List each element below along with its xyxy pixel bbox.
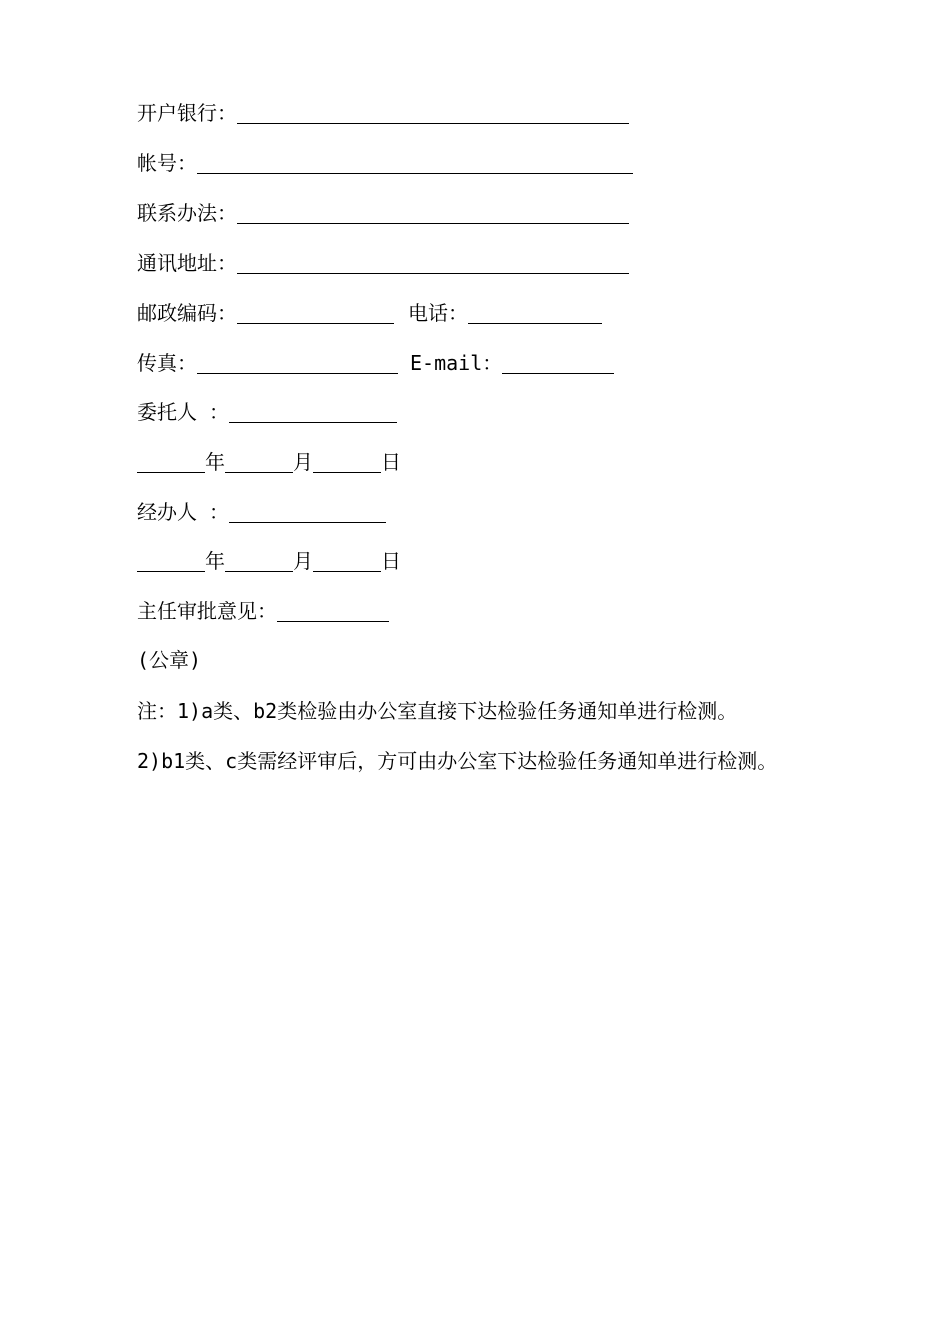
fax-email-row bbox=[137, 348, 614, 378]
handler-row bbox=[137, 497, 386, 527]
client-field[interactable] bbox=[229, 400, 397, 423]
address-field[interactable] bbox=[237, 251, 629, 274]
director-label: 主任审批意见： bbox=[137, 599, 277, 623]
year-label: 年 bbox=[205, 549, 225, 573]
address-label: 通讯地址： bbox=[137, 251, 237, 275]
month-label: 月 bbox=[293, 549, 313, 573]
phone-label: 电话： bbox=[408, 301, 468, 325]
handler-field[interactable] bbox=[229, 500, 386, 523]
account-label: 帐号： bbox=[137, 151, 197, 175]
account-field[interactable] bbox=[197, 151, 633, 174]
note-1: 注：1)a类、b2类检验由办公室直接下达检验任务通知单进行检测。 bbox=[137, 699, 738, 723]
year-field[interactable] bbox=[137, 549, 205, 572]
email-label: E-mail： bbox=[410, 351, 503, 375]
contact-row bbox=[137, 198, 629, 228]
postcode-phone-row bbox=[137, 298, 602, 328]
bank-label: 开户银行： bbox=[137, 101, 237, 125]
day-label: 日 bbox=[381, 450, 401, 474]
handler-label: 经办人 ： bbox=[137, 500, 230, 524]
email-field[interactable] bbox=[502, 351, 614, 374]
account-row bbox=[137, 148, 633, 178]
fax-field[interactable] bbox=[197, 351, 398, 374]
postcode-field[interactable] bbox=[237, 301, 394, 324]
day-field[interactable] bbox=[313, 450, 381, 473]
bank-row bbox=[137, 98, 629, 128]
address-row bbox=[137, 248, 629, 278]
date-row-2 bbox=[137, 546, 401, 576]
fax-label: 传真： bbox=[137, 351, 197, 375]
month-field[interactable] bbox=[225, 450, 293, 473]
seal-label: (公章) bbox=[137, 648, 202, 672]
director-field[interactable] bbox=[277, 599, 389, 622]
seal-row bbox=[137, 645, 201, 675]
date-row-1 bbox=[137, 447, 401, 477]
year-label: 年 bbox=[205, 450, 225, 474]
day-label: 日 bbox=[381, 549, 401, 573]
contact-field[interactable] bbox=[237, 201, 629, 224]
phone-field[interactable] bbox=[468, 301, 602, 324]
postcode-label: 邮政编码： bbox=[137, 301, 237, 325]
year-field[interactable] bbox=[137, 450, 205, 473]
month-label: 月 bbox=[293, 450, 313, 474]
month-field[interactable] bbox=[225, 549, 293, 572]
day-field[interactable] bbox=[313, 549, 381, 572]
client-row bbox=[137, 397, 397, 427]
bank-field[interactable] bbox=[237, 101, 629, 124]
contact-label: 联系办法： bbox=[137, 201, 237, 225]
director-row bbox=[137, 596, 389, 626]
note-2: 2)b1类、c类需经评审后，方可由办公室下达检验任务通知单进行检测。 bbox=[137, 749, 778, 773]
client-label: 委托人 ： bbox=[137, 400, 230, 424]
